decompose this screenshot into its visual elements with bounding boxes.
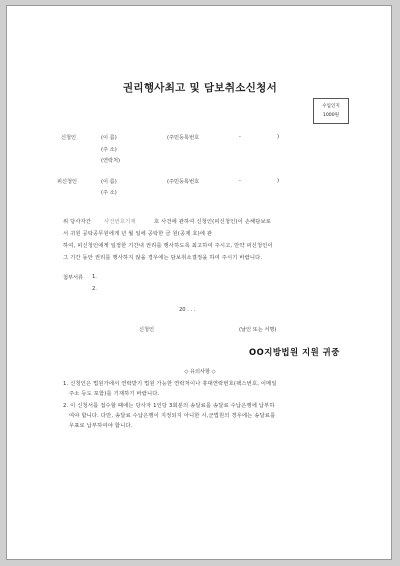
attachments-label: 첨부서류 — [63, 275, 84, 281]
body-line-2: 서 귀원 공탁공무원에게 년 월 일에 공탁한 금 원(공제 호)에 관 — [63, 231, 213, 237]
stamp-label: 수입인지 — [322, 104, 340, 109]
applicant-rrn-close: ) — [277, 134, 280, 140]
signature-role: 신청인 — [139, 327, 155, 333]
note-2-line-1: 2. 이 신청서를 접수할 때에는 당사자 1인당 3회분의 송달료를 송달료 수납은행에 납부하 — [63, 403, 275, 409]
body-line-4: 그 기간 동안 권리를 행사하지 않을 경우에는 담보취소결정을 하여 주시기 바랍니다. — [63, 255, 263, 261]
court-name: OO지방법원 지원 귀중 — [249, 347, 340, 357]
attachment-item-1: 1. — [92, 274, 97, 280]
notes-heading: ◇ 유의사항 ◇ — [184, 369, 216, 375]
applicant-name-label: (이 름) — [101, 135, 117, 141]
stamp-amount: 1000원 — [322, 113, 340, 118]
revenue-stamp-box — [313, 98, 349, 124]
respondent-rrn-dash: - — [239, 178, 241, 184]
respondent-role: 피신청인 — [57, 179, 78, 185]
signature-seal: (날인 또는 서명) — [239, 327, 277, 333]
respondent-rrn-close: ) — [277, 178, 280, 184]
applicant-rrn-dash: - — [239, 134, 241, 140]
body-line-3: 하여, 피신청인에게 일정한 기간내 권리를 행사하도록 최고하여 주시고, 만약 피신청인이 — [63, 243, 273, 249]
respondent-rrn-label: (주민등록번호 — [167, 179, 200, 185]
body-line-1 — [63, 217, 271, 225]
respondent-name-label: (이 름) — [101, 179, 117, 185]
attachment-item-2: 2. — [92, 286, 97, 292]
document-title: 권리행사최고 및 담보취소신청서 — [122, 82, 278, 94]
note-2-line-3: 우표로 납부하여야 합니다. — [69, 423, 133, 429]
note-1-line-1: 1. 신청인은 법원가에서 연락받기 법원 가능한 연락처이나 휴대연락번호(팩스번호, 이메일 — [63, 381, 277, 387]
note-2-line-2: 여야 합니다. 다만, 송달료 수납은행이 지정되지 아니한 시,군법원의 경우에는 송달료를 — [69, 413, 276, 419]
body-parties: 위 당사자간 — [63, 219, 92, 225]
filing-date: 20 . . . — [179, 307, 196, 313]
document-page — [6, 5, 392, 560]
respondent-address-label: (주 소) — [101, 190, 117, 196]
applicant-phone-label: (연락처) — [101, 158, 121, 164]
note-1-line-2: 주소 등도 포함)를 기재하기 바랍니다. — [69, 391, 160, 397]
applicant-address-label: (주 소) — [101, 147, 117, 153]
applicant-rrn-label: (주민등록번호 — [167, 135, 200, 141]
body-case-number-placeholder: 사건번호기재 — [104, 219, 136, 225]
body-case-text: 호 사건에 관하여 신청인(피신청인)이 손해담보로 — [153, 219, 272, 225]
applicant-role: 신청인 — [61, 135, 77, 141]
